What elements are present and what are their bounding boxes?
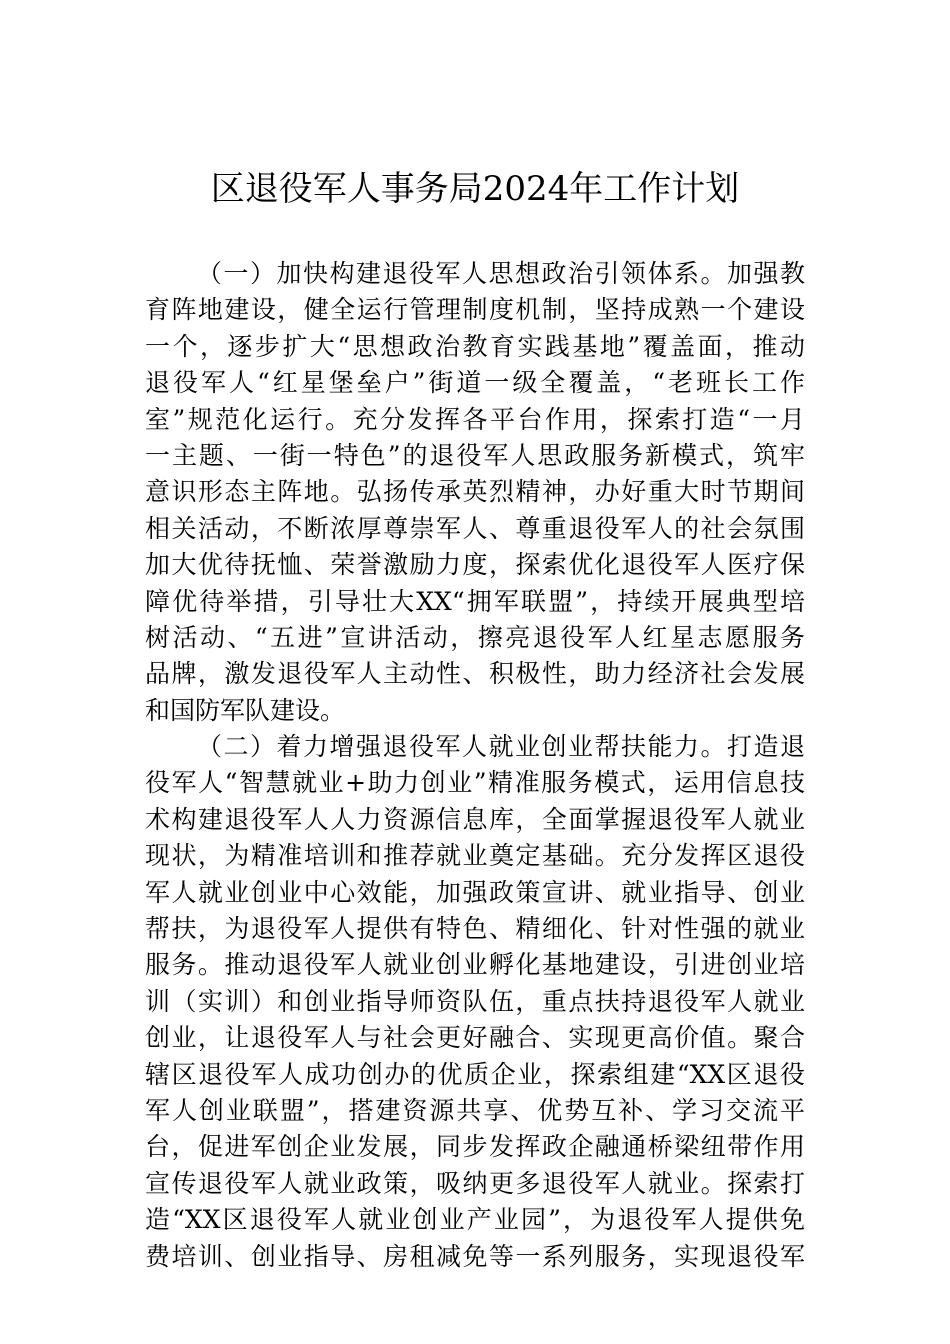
- body-line: 一主题、一街一特色”的退役军人思政服务新模式，筑牢: [145, 440, 805, 470]
- body-line: 服务。推动退役军人就业创业孵化基地建设，引进创业培: [145, 950, 805, 980]
- body-line: 训（实训）和创业指导师资队伍，重点扶持退役军人就业: [145, 986, 805, 1016]
- body-line: 造“XX区退役军人就业创业产业园”，为退役军人提供免: [145, 1205, 805, 1235]
- body-line: 役军人“智慧就业+助力创业”精准服务模式，运用信息技: [145, 768, 805, 798]
- body-line: 育阵地建设，健全运行管理制度机制，坚持成熟一个建设: [145, 295, 805, 325]
- body-line: 现状，为精准培训和推荐就业奠定基础。充分发挥区退役: [145, 841, 805, 871]
- body-line: 意识形态主阵地。弘扬传承英烈精神，办好重大时节期间: [145, 477, 805, 507]
- body-line: 费培训、创业指导、房租减免等一系列服务，实现退役军: [145, 1241, 805, 1271]
- document-body: [145, 256, 805, 1275]
- body-line: 宣传退役军人就业政策，吸纳更多退役军人就业。探索打: [145, 1168, 805, 1198]
- body-line: 树活动、“五进”宣讲活动，擦亮退役军人红星志愿服务: [145, 622, 805, 652]
- body-line: 军人就业创业中心效能，加强政策宣讲、就业指导、创业: [145, 877, 805, 907]
- body-line: 品牌，激发退役军人主动性、积极性，助力经济社会发展: [145, 659, 805, 689]
- body-line: 退役军人“红星堡垒户”街道一级全覆盖，“老班长工作: [145, 368, 805, 398]
- document-title: 区退役军人事务局2024年工作计划: [210, 169, 740, 209]
- body-line: （一）加快构建退役军人思想政治引领体系。加强教: [197, 259, 805, 288]
- body-line: 一个，逐步扩大“思想政治教育实践基地”覆盖面，推动: [145, 331, 805, 361]
- body-line: 创业，让退役军人与社会更好融合、实现更高价值。聚合: [145, 1023, 805, 1053]
- body-line: （二）着力增强退役军人就业创业帮扶能力。打造退: [197, 732, 805, 762]
- body-line: 台，促进军创企业发展，同步发挥政企融通桥梁纽带作用: [145, 1132, 805, 1162]
- body-line: 相关活动，不断浓厚尊崇军人、尊重退役军人的社会氛围: [145, 513, 805, 543]
- body-line: 和国防军队建设。: [145, 695, 346, 725]
- body-line: 室”规范化运行。充分发挥各平台作用，探索打造“一月: [145, 404, 805, 434]
- body-line: 辖区退役军人成功创办的优质企业，探索组建“XX区退役: [145, 1059, 805, 1089]
- body-line: 帮扶，为退役军人提供有特色、精细化、针对性强的就业: [145, 914, 805, 944]
- body-line: 军人创业联盟”，搭建资源共享、优势互补、学习交流平: [145, 1095, 805, 1125]
- body-line: 加大优待抚恤、荣誉激励力度，探索优化退役军人医疗保: [145, 550, 805, 580]
- body-line: 术构建退役军人人力资源信息库，全面掌握退役军人就业: [145, 804, 805, 834]
- body-line: 障优待举措，引导壮大XX“拥军联盟”，持续开展典型培: [145, 586, 805, 616]
